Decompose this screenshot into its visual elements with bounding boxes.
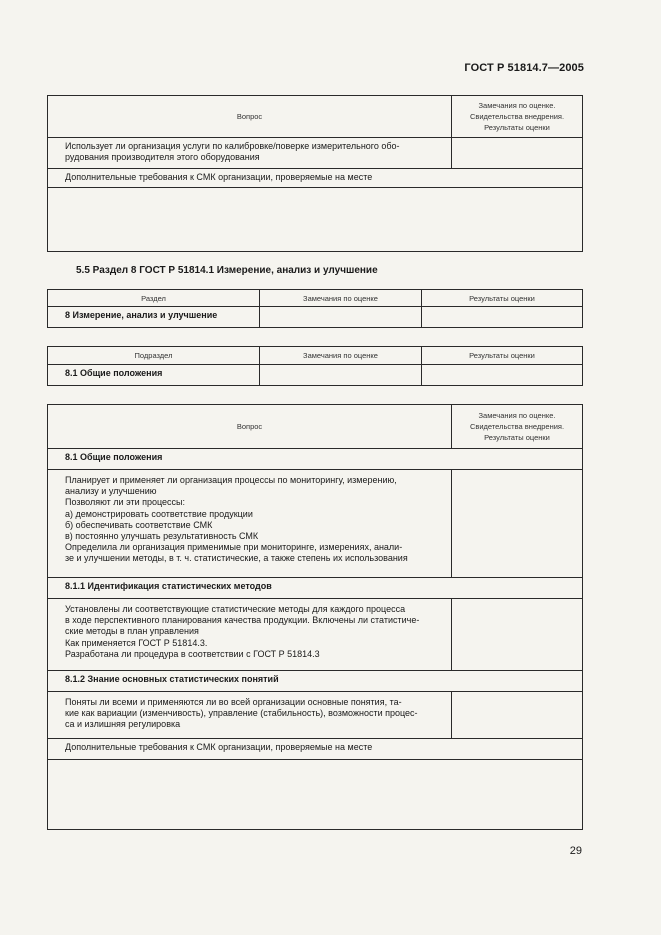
column-header-question: Вопрос [48,96,452,138]
answer-cell[interactable] [452,599,583,671]
remarks-cell[interactable] [260,365,422,386]
column-header-remarks: Замечания по оценке [260,347,422,365]
section-row-8: 8 Измерение, анализ и улучшение [48,307,260,328]
question-table-main [47,404,583,830]
question-8-1: Планирует и применяет ли организация процессы по мониторингу, измерению, анализу и улучшению Позволяют ли эти процессы: а) демонстрировать соответствие продукции б) обеспечивать соответствие СМК в) постоянно улучшать результативность СМК Определила ли организация применимые при мониторинге, измерениях, анали- зе и улучшении методы, в т. ч. статистические, а также степень их использования [48,470,452,578]
column-header-subsection: Подраздел [48,347,260,365]
column-header-question: Вопрос [48,405,452,449]
remarks-cell[interactable] [260,307,422,328]
question-8-1-1: Установлены ли соответствующие статистические методы для каждого процесса в ходе перспективного планирования качества продукции. Включены ли статистиче- ские методы в план управления Как применяется ГОСТ Р 51814.3. Разработана ли процедура в соответствии с ГОСТ Р 51814.3 [48,599,452,671]
page-number: 29 [569,845,582,857]
column-header-results: Результаты оценки [422,347,583,365]
answer-cell[interactable] [452,470,583,578]
column-header-section: Раздел [48,290,260,307]
section-heading: 5.5 Раздел 8 ГОСТ Р 51814.1 Измерение, анализ и улучшение [76,265,378,276]
subheading-8-1-1: 8.1.1 Идентификация статистических методов [48,578,583,599]
document-code: ГОСТ Р 51814.7—2005 [464,62,584,74]
column-header-results: Результаты оценки [422,290,583,307]
answer-cell[interactable] [452,692,583,739]
additional-requirements-area[interactable] [48,188,583,252]
additional-requirements-area[interactable] [48,760,583,830]
column-header-remarks: Замечания по оценке. Свидетельства внедрения. Результаты оценки [452,405,583,449]
additional-requirements-label: Дополнительные требования к СМК организации, проверяемые на месте [48,739,583,760]
answer-cell[interactable] [452,138,583,169]
question-8-1-2: Поняты ли всеми и применяются ли во всей организации основные понятия, та- кие как вариации (изменчивость), управление (стабильность), возможности процес- са и излишняя регулировка [48,692,452,739]
column-header-remarks: Замечания по оценке [260,290,422,307]
additional-requirements-label: Дополнительные требования к СМК организации, проверяемые на месте [48,169,583,188]
section-table [47,289,583,328]
column-header-remarks: Замечания по оценке. Свидетельства внедрения. Результаты оценки [452,96,583,138]
question-table-top [47,95,583,252]
results-cell[interactable] [422,307,583,328]
question-calibration: Использует ли организация услуги по калибровке/поверке измерительного обо- рудования производителя этого оборудования [48,138,452,169]
subsection-table [47,346,583,386]
subheading-8-1-2: 8.1.2 Знание основных статистических понятий [48,671,583,692]
subheading-8-1: 8.1 Общие положения [48,449,583,470]
subsection-row-8-1: 8.1 Общие положения [48,365,260,386]
results-cell[interactable] [422,365,583,386]
